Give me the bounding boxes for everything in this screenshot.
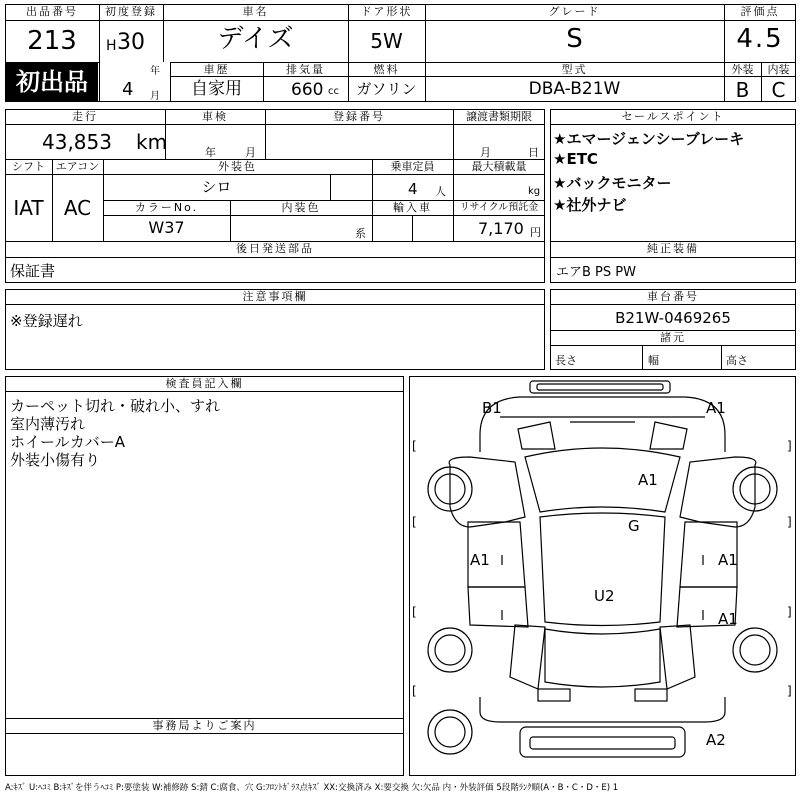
transfer-day-unit: 日	[528, 146, 539, 159]
sales-points-label: セールスポイント	[621, 110, 725, 123]
era: H	[106, 38, 117, 54]
inspector-line: 室内薄汚れ	[10, 415, 86, 433]
model-code: DBA-B21W	[528, 79, 621, 99]
mark-rear: A2	[706, 731, 726, 749]
mileage-unit: km	[136, 130, 168, 154]
model-label: 型式	[561, 63, 588, 76]
capacity: 4	[408, 180, 418, 198]
fuel: ガソリン	[356, 80, 417, 98]
max-load-label: 最大積載量	[471, 160, 527, 173]
first-registration-year: 30	[117, 30, 145, 55]
damage-diagram	[409, 376, 796, 776]
displacement-label: 排気量	[286, 63, 325, 76]
transfer-month-unit: 月	[480, 146, 491, 159]
color-number-label: カラーNo.	[134, 201, 199, 214]
overall-score: 4.5	[736, 24, 784, 54]
first-registration-month: 4	[122, 79, 134, 100]
capacity-unit: 人	[435, 185, 446, 198]
interior-label: 内装	[767, 63, 790, 76]
interior-score: C	[771, 78, 786, 102]
equipment-label: 純正装備	[647, 242, 699, 255]
capacity-label: 乗車定員	[390, 160, 435, 173]
lot-number-label: 出品番号	[26, 5, 78, 18]
notes-text: ※登録遅れ	[10, 312, 83, 330]
later-parts: 保証書	[10, 262, 56, 280]
grade-label: グレード	[548, 5, 601, 18]
recycle-fee: 7,170	[478, 219, 524, 238]
bracket: ]	[787, 439, 792, 453]
history: 自家用	[191, 79, 242, 99]
lot-number: 213	[27, 26, 77, 56]
mark-right-front-door: A1	[718, 551, 738, 569]
inspector-line: 外装小傷有り	[10, 451, 101, 469]
mileage-label: 走行	[72, 110, 98, 123]
recycle-unit: 円	[530, 226, 541, 239]
month-unit: 月	[150, 91, 160, 102]
inspector-label: 検査員記入欄	[165, 377, 244, 390]
door-label: ドア形状	[360, 5, 413, 18]
fuel-label: 燃料	[373, 63, 400, 76]
inspector-line: カーペット切れ・破れ小、すれ	[10, 397, 221, 415]
ac: AC	[63, 196, 92, 220]
ac-label: エアコン	[55, 160, 100, 173]
car-name-label: 車名	[242, 5, 269, 18]
mark-left-front-door: A1	[470, 551, 490, 569]
office-label: 事務局よりご案内	[152, 719, 257, 732]
sales-point-item: ★バックモニター	[553, 174, 672, 192]
shift: IAT	[13, 196, 44, 220]
mark-roof: G	[628, 517, 640, 535]
max-load-unit: kg	[528, 186, 541, 197]
shift-label: シフト	[12, 160, 45, 173]
notes-label: 注意事項欄	[242, 290, 308, 303]
mark-right-rear-door: A1	[718, 610, 738, 628]
history-label: 車歴	[203, 63, 230, 76]
exterior-color-label: 外装色	[218, 160, 257, 173]
sales-point-item: ★社外ナビ	[553, 196, 627, 214]
mark-roof-rear: U2	[594, 587, 615, 605]
bracket: ]	[787, 515, 792, 529]
sales-point-item: ★エマージェンシーブレーキ	[553, 130, 745, 148]
sales-point-item: ★ETC	[553, 150, 598, 168]
transfer-deadline-label: 譲渡書類期限	[466, 110, 532, 123]
score-label: 評価点	[740, 5, 780, 18]
height-label: 高さ	[726, 354, 748, 367]
bracket: [	[412, 605, 417, 619]
first-registration-label: 初度登録	[105, 5, 157, 18]
color-number: W37	[148, 218, 185, 237]
exterior-label: 外装	[731, 63, 754, 76]
year-unit: 年	[150, 66, 160, 77]
car-name: デイズ	[217, 24, 294, 54]
interior-color-label: 内装色	[281, 201, 321, 214]
mark-front-left: B1	[482, 399, 502, 417]
displacement: 660	[291, 80, 324, 100]
first-listing-badge: 初出品	[6, 63, 98, 101]
chassis-number: B21W-0469265	[615, 309, 731, 327]
legend: A:ｷｽﾞ U:ﾍｺﾐ B:ｷｽﾞを伴うﾍｺﾐ P:要塗装 W:補修跡 S:錆 C:腐食、穴 G:ﾌﾛﾝﾄｶﾞﾗｽ点ｷｽﾞ XX:交換済み X:要交換 欠:欠品 内・外装評価 5段階ﾗﾝｸ順(A・B・C・D・E) 1	[5, 783, 619, 793]
mark-hood: A1	[638, 471, 658, 489]
equipment: エアB PS PW	[556, 265, 636, 280]
door-type: 5W	[370, 29, 403, 53]
registration-label: 登録番号	[333, 110, 385, 123]
chassis-label: 車台番号	[647, 290, 699, 303]
inspection-year-unit: 年	[205, 146, 216, 159]
length-label: 長さ	[555, 354, 577, 367]
bracket: [	[412, 684, 417, 698]
inspection-month-unit: 月	[245, 146, 256, 159]
later-parts-label: 後日発送部品	[236, 242, 314, 255]
mileage: 43,853	[42, 130, 112, 154]
bracket: ]	[787, 605, 792, 619]
mark-front-right: A1	[706, 399, 726, 417]
exterior-color: シロ	[201, 178, 232, 196]
specs-label: 諸元	[660, 331, 686, 344]
inspection-label: 車検	[202, 110, 228, 123]
exterior-score: B	[735, 78, 750, 102]
bracket: [	[412, 439, 417, 453]
displacement-unit: cc	[328, 86, 339, 97]
grade: S	[566, 24, 583, 54]
bracket: ]	[787, 684, 792, 698]
width-label: 幅	[648, 354, 659, 367]
bracket: [	[412, 515, 417, 529]
import-label: 輸入車	[393, 201, 432, 214]
recycle-label: リサイクル預託金	[459, 202, 539, 213]
inspector-line: ホイールカバーA	[10, 433, 125, 451]
interior-color-unit: 系	[355, 227, 366, 240]
